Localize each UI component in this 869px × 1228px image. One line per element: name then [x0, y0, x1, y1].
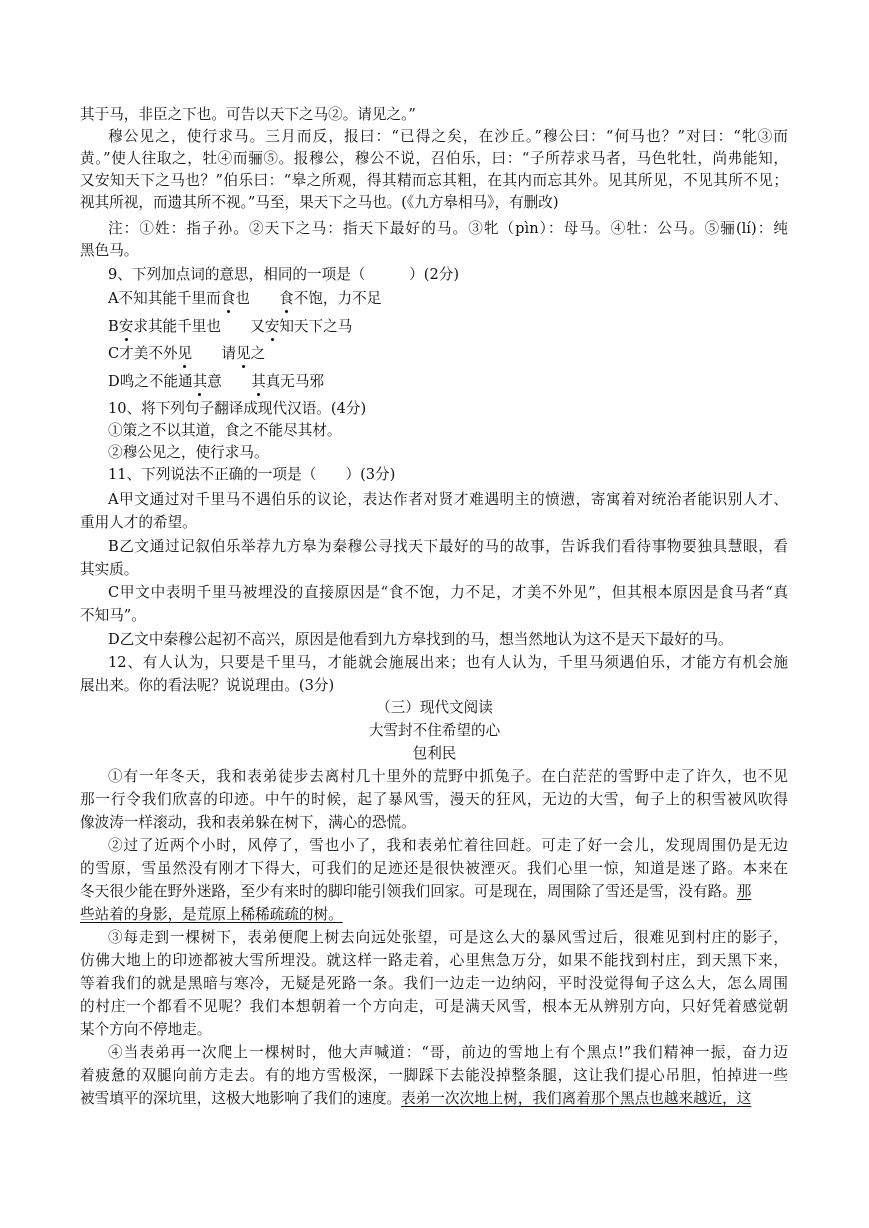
paragraph-line: ④当表弟再一次爬上一棵树时，他大声喊道：“哥，前边的雪地上有个黑点!”我们精神一振，奋力迈 [108, 1044, 788, 1061]
dotted-word: 见 [178, 343, 193, 365]
paragraph-line: 仿佛大地上的印迹都被大雪所埋没。就这样一路走着，心里焦急万分，如果不能找到村庄，到天黑下来， [80, 952, 788, 969]
option-text: 之 [250, 345, 266, 362]
option-11b-cont: 其实质。 [80, 561, 139, 578]
option-text: 知天下之马 [279, 318, 353, 335]
text-line: 视其所视，而遗其所不视。”马至，果天下之马也。(《九方皋相马》，有删改) [80, 194, 559, 211]
underlined-text: 那 [736, 883, 752, 900]
option-text: 也 [235, 290, 280, 307]
option-11a: A甲文通过对千里马不遇伯乐的议论，表达作者对贤才难遇明主的愤懑，寄寓着对统治者能识别人才、 [108, 491, 788, 508]
dotted-word: 其 [193, 371, 208, 393]
paragraph-line [80, 881, 788, 903]
plain-text: 被雪填平的深坑里，这极大地影响了我们的速度。 [80, 1090, 402, 1107]
option-text: 真无马邪 [265, 373, 325, 390]
section-heading: （三）现代文阅读 [376, 699, 493, 716]
option-text: 不饱，力不足 [293, 290, 382, 307]
option-text: 求其能千里也 又 [133, 318, 265, 335]
dotted-word: 食 [221, 288, 236, 310]
option-9b [108, 316, 352, 338]
option-text: C才美不外 [108, 345, 178, 362]
option-text: B [108, 318, 119, 335]
paragraph-line [80, 1088, 788, 1110]
paragraph-line: 的雪原，雪虽然没有刚才下得大，可我们的足迹还是很快被湮灭。我们心里一惊，知道是迷了路。本来在 [80, 860, 788, 877]
option-text: 意 [207, 373, 252, 390]
question-11: 11、下列说法不正确的一项是（ ）(3分) [108, 466, 396, 483]
paragraph-line: 着疲惫的双腿向前方走去。有的地方雪极深，一脚踩下去能没掉整条腿，这让我们提心吊胆，怕掉进一些 [80, 1067, 788, 1084]
option-11b: B乙文通过记叙伯乐举荐九方皋为秦穆公寻找天下最好的马的故事，告诉我们看待事物要独具慧眼，看 [108, 538, 788, 555]
option-text: D鸣之不能通 [108, 373, 193, 390]
dotted-word: 其 [251, 371, 266, 393]
text-line: 又安知天下之马也？”伯乐曰：“皋之所观，得其精而忘其粗，在其内而忘其外。见其所见，不见其所不见； [80, 172, 788, 189]
option-text: A不知其能千里而 [108, 290, 221, 307]
paragraph-line: 的村庄一个都看不见呢？我们本想朝着一个方向走，可是满天风雪，根本无从辨别方向，只好凭着感觉朝 [80, 998, 788, 1015]
paragraph-line: ③每走到一棵树下，表弟便爬上树去向远处张望，可是这么大的暴风雪过后，很难见到村庄的影子， [108, 929, 788, 946]
paragraph-line [80, 904, 343, 926]
paragraph-line: 那一行令我们欣喜的印迹。中午的时候，起了暴风雪，漫天的狂风，无边的大雪，甸子上的积雪被风吹得 [80, 791, 788, 808]
paragraph-line: 像波涛一样滚动，我和表弟躲在树下，满心的恐慌。 [80, 814, 416, 831]
paragraph-line: 等着我们的就是黑暗与寒冷，无疑是死路一条。我们一边走一边纳闷，平时没觉得甸子这么大，怎么周围 [80, 975, 788, 992]
plain-text: 冬天很少能在野外迷路，至少有来时的脚印能引领我们回家。可是现在，周围除了雪还是雪，没有路。 [80, 883, 737, 900]
underlined-text: 些站着的身影，是荒原上稀稀疏疏的树。 [80, 906, 343, 923]
dotted-word: 食 [279, 288, 294, 310]
option-11d: D乙文中秦穆公起初不高兴，原因是他看到九方皋找到的马，想当然地认为这不是天下最好的马。 [108, 631, 733, 648]
underlined-text: 表弟一次次地上树，我们离着那个黑点也越来越近，这 [401, 1090, 752, 1107]
paragraph-line: ②过了近两个小时，风停了，雪也小了，我和表弟忙着往回赶。可走了好一会儿，发现周围仍是无边 [108, 837, 788, 854]
option-11a-cont: 重用人才的希望。 [80, 514, 197, 531]
question-12: 12、有人认为，只要是千里马，才能就会施展出来；也有人认为，千里马须遇伯乐，才能方有机会施 [108, 654, 788, 671]
text-line: 穆公见之，使行求马。三月而反，报曰：“已得之矣，在沙丘。”穆公曰：“何马也？”对曰：“牝③而 [108, 128, 788, 145]
option-9a [108, 288, 381, 310]
option-11c: C甲文中表明千里马被埋没的直接原因是“食不饱，力不足，才美不外见”，但其根本原因是食马者“真 [108, 584, 788, 601]
dotted-word: 安 [119, 316, 134, 338]
footnote-line: 注：①姓：指子孙。②天下之马：指天下最好的马。③牝（pìn）：母马。④牡：公马。⑤骊(lí)：纯 [108, 220, 788, 237]
option-text: 请 [192, 345, 236, 362]
sentence-item: ②穆公见之，使行求马。 [108, 444, 269, 461]
option-9d [108, 371, 324, 393]
question-10: 10、将下列句子翻译成现代汉语。(4分) [108, 400, 367, 417]
option-11c-cont: 不知马”。 [80, 607, 146, 624]
text-line: 黄。”使人往取之，牡④而骊⑤。报穆公，穆公不说，召伯乐，曰：“子所荐求马者，马色牝牡，尚弗能知， [80, 150, 788, 167]
question-9: 9、下列加点词的意思，相同的一项是（ ）(2分) [108, 266, 460, 283]
footnote-line: 黑色马。 [80, 242, 139, 259]
dotted-word: 见 [236, 343, 251, 365]
paragraph-line: ①有一年冬天，我和表弟徒步去离村几十里外的荒野中抓兔子。在白茫茫的雪野中走了许久，也不见 [108, 768, 788, 785]
article-author: 包利民 [412, 745, 457, 762]
sentence-item: ①策之不以其道，食之不能尽其材。 [108, 422, 342, 439]
text-line: 其于马，非臣之下也。可告以天下之马②。请见之。” [80, 106, 416, 123]
dotted-word: 安 [265, 316, 280, 338]
paragraph-line: 某个方向不停地走。 [80, 1021, 212, 1038]
option-9c [108, 343, 265, 365]
article-title: 大雪封不住希望的心 [368, 722, 501, 739]
question-12-cont: 展出来。你的看法呢？说说理由。(3分) [80, 677, 335, 694]
